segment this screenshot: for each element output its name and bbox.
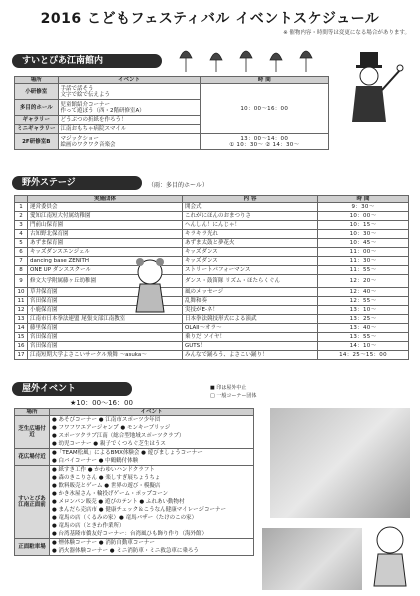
group-cell: 草井保育園 (28, 288, 183, 297)
row-number: 10 (15, 288, 28, 297)
page-title: 2016 こどもフェスティバル イベントスケジュール (40, 11, 380, 27)
time-cell: 13：10〜 (318, 306, 409, 315)
content-cell: へんしん！にんじゃ！ (183, 221, 318, 230)
stage-section-header (12, 176, 142, 190)
row-number: 1 (15, 203, 28, 212)
row-number: 6 (15, 248, 28, 257)
place-cell: 小研修室 (15, 84, 59, 100)
event-line: 児童館紹介コーナー (60, 101, 111, 108)
table-row (15, 333, 409, 342)
row-number: 13 (15, 315, 28, 324)
time-cell: 12：55〜 (318, 297, 409, 306)
table-row (15, 203, 409, 212)
outdoor-event-body (15, 416, 254, 556)
time-cell: 12：40〜 (318, 288, 409, 297)
group-cell: 修文大学附属藤ヶ丘幼稚園 (28, 275, 183, 288)
table-row (15, 324, 409, 333)
table-row (15, 466, 254, 539)
table-row (15, 212, 409, 221)
group-cell: 愛知江南短大付属幼稚園 (28, 212, 183, 221)
group-cell: 江南市日本拳法連盟 尾張支部江南教室 (28, 315, 183, 324)
event-line: ● 紙すき工作 ● かわゆいハンドクラフト (52, 467, 155, 474)
event-cell (50, 466, 254, 539)
row-number: 7 (15, 257, 28, 266)
event-line: ● 白バイコーナー ● 中鶴鶴付体験 (52, 458, 139, 465)
time-cell: 10：00〜16：00 (200, 84, 328, 134)
content-cell: キラキラ光れ (183, 230, 318, 239)
stage-col-no (15, 196, 28, 203)
event-line: ● 森のきこりさん ● 楽しすぎ展ちょうちょ (52, 475, 161, 482)
craft-event-photo (262, 528, 362, 590)
event-line: ● 台湾基隆市僑友好コーナー：台湾風ひも飾り作り（海外館） (52, 531, 208, 538)
time-cell: 10：15〜 (318, 221, 409, 230)
table-row (15, 239, 409, 248)
event-line: ● メロンパン販売 ● 遊びのテント ● ふれあい動物村 (52, 499, 185, 506)
time-line: 13：00〜14：00 (240, 135, 289, 142)
time-cell: 10：00〜 (318, 212, 409, 221)
content-cell: 日本拳法競技形式による演武 (183, 315, 318, 324)
event-line: ● 煙体験コーナー ● 消防自動車コーナー (52, 540, 155, 547)
event-cell (50, 449, 254, 466)
content-cell: 風のメッセージ (183, 288, 318, 297)
place-cell: 芝生広場付近 (15, 416, 50, 449)
legend-line-1: ■ 印は屋外中止 (210, 385, 247, 391)
time-cell: 14：10〜 (318, 342, 409, 351)
outdoor-event-section-header (12, 382, 132, 396)
row-number: 4 (15, 230, 28, 239)
stage-section-sub: （雨：多目的ホール） (148, 182, 208, 189)
event-cell (58, 84, 200, 100)
outdoor-event-time: ★10：00〜16：00 (70, 399, 133, 407)
table-row (15, 266, 409, 275)
event-line: ● フワフワエアージャンプ ● モンキーブリッジ (52, 425, 171, 432)
event-cell (58, 100, 200, 116)
row-number: 14 (15, 324, 28, 333)
event-cell: 江南おもちゃ病院スマイル (58, 125, 200, 134)
stage-table-body (15, 203, 409, 360)
indoor-col-place: 場所 (15, 77, 59, 84)
time-cell: 13：25〜 (318, 315, 409, 324)
table-row (15, 297, 409, 306)
table-row (15, 351, 409, 360)
table-row (15, 315, 409, 324)
content-cell: ダンス・鼓笛隊 リズム・ほたらくぐん (183, 275, 318, 288)
time-cell: 10：45〜 (318, 239, 409, 248)
group-cell: 小鹿保育園 (28, 306, 183, 315)
place-cell: 正面駐車場 (15, 539, 50, 556)
table-row (15, 288, 409, 297)
row-number: 16 (15, 342, 28, 351)
table-row (15, 539, 254, 556)
row-number: 11 (15, 297, 28, 306)
stage-col-time: 時 間 (318, 196, 409, 203)
time-cell: 11：55〜 (318, 266, 409, 275)
event-line: ● スポーツクラブ江南（総合型地域スポーツクラブ） (52, 433, 185, 440)
row-number: 3 (15, 221, 28, 230)
group-cell: 運営委員会 (28, 203, 183, 212)
event-cell (58, 134, 200, 150)
content-cell: OLAII〜オラ〜 (183, 324, 318, 333)
stage-col-content: 内 容 (183, 196, 318, 203)
place-cell: 花広場付近 (15, 449, 50, 466)
time-cell (200, 134, 328, 150)
bmx-event-photo (270, 408, 410, 518)
group-cell: 宮田保育園 (28, 333, 183, 342)
stage-section-title: 野外ステージ (22, 178, 76, 188)
group-cell: 門前山保育園 (28, 221, 183, 230)
table-row (15, 221, 409, 230)
event-line: ● かき氷屋さん・輪投げゲーム・ポップコーン (52, 491, 169, 498)
content-cell: みんなで踊ろう、よさこい踊り！ (183, 351, 318, 360)
row-number: 8 (15, 266, 28, 275)
content-cell: ストリートパフォーマンス (183, 266, 318, 275)
event-line: ● あそびコーナー ● 江南市スポーツ少年団 (52, 417, 161, 424)
outdoor-event-table (14, 408, 254, 556)
content-cell: あずま太鼓と夢花火 (183, 239, 318, 248)
table-row (15, 275, 409, 288)
time-cell: 12：20〜 (318, 275, 409, 288)
content-cell: 開会式 (183, 203, 318, 212)
time-cell: 14：25〜15：00 (318, 351, 409, 360)
outdoor-col-event: イベント (50, 409, 254, 416)
event-cell (50, 539, 254, 556)
indoor-section-header (12, 54, 162, 68)
row-number: 2 (15, 212, 28, 221)
group-cell: 古知野北保育園 (28, 230, 183, 239)
stage-table (14, 195, 409, 360)
row-number: 15 (15, 333, 28, 342)
time-cell: 10：30〜 (318, 230, 409, 239)
group-cell: あずま保育園 (28, 239, 183, 248)
event-line: 手話で話そう (60, 85, 94, 92)
place-cell: すいとぴあ江南正面前 (15, 466, 50, 539)
place-cell: 多目的ホール (15, 100, 59, 116)
row-number: 12 (15, 306, 28, 315)
place-cell: ミニギャラリー (15, 125, 59, 134)
content-cell: これがにほんのおまつりさ (183, 212, 318, 221)
group-cell: キッズダンスエンジェル (28, 248, 183, 257)
outdoor-col-place: 場所 (15, 409, 50, 416)
event-line: マジックショー (60, 135, 99, 142)
stage-col-group: 実施団体 (28, 196, 183, 203)
indoor-table (14, 76, 329, 150)
event-line: ● 竜馬の店（くるみの家）● 竜馬バザー（たけのこの家） (52, 515, 198, 522)
table-row (15, 306, 409, 315)
row-number: 5 (15, 239, 28, 248)
time-line: ① 10：30〜 ② 14：30〜 (229, 141, 300, 148)
time-cell: 11：00〜 (318, 248, 409, 257)
group-cell: dancing base ZENITH (28, 257, 183, 266)
event-cell: どうぶつの折紙を作ろう！ (58, 116, 200, 125)
event-line: ● まんだら売店市 ● 健康チェック＆こうなん健康マイレージコーナー (52, 507, 226, 514)
event-line: ● 竜馬の店（ときわ作業所） (52, 523, 125, 530)
event-line: ● 飲料販売とゲーム ● 世界の遊び・模擬店 (52, 483, 161, 490)
group-cell: 宮田保育園 (28, 297, 183, 306)
content-cell: GUTS！ (183, 342, 318, 351)
content-cell: キッズダンス (183, 248, 318, 257)
row-number: 17 (15, 351, 28, 360)
group-cell: 江南短期大学よさこいサークル飛舞 〜asuka〜 (28, 351, 183, 360)
change-note: ※ 催物内容・時間等は変更になる場合があります。 (283, 30, 410, 36)
bear-character-illustration (130, 256, 170, 316)
event-line: 絵画のワクワク音楽会 (60, 141, 116, 148)
table-row (15, 248, 409, 257)
event-cell (50, 416, 254, 449)
content-cell: 実技がE-ネ！ (183, 306, 318, 315)
legend-line-2: □ 一般コーナー団体 (210, 393, 257, 399)
group-cell: 宮田保育園 (28, 342, 183, 351)
event-line: 作って遊ぼう（西・2階研修室A） (60, 107, 145, 114)
table-row (15, 230, 409, 239)
table-row (15, 449, 254, 466)
indoor-col-time: 時 間 (200, 77, 328, 84)
time-cell: 9：30〜 (318, 203, 409, 212)
content-cell: キッズダンス (183, 257, 318, 266)
table-row (15, 342, 409, 351)
group-cell: 藤里保育園 (28, 324, 183, 333)
tulip-row-illustration (170, 46, 320, 72)
event-line: 文字で絵で伝えよう (60, 91, 111, 98)
mascot-illustration (368, 520, 414, 590)
table-row (15, 416, 254, 449)
event-line: ● 幼児コーナー ● 親子でくつろぐ芝生はうス (52, 441, 166, 448)
content-cell: 乱舞和奏 (183, 297, 318, 306)
magician-illustration (330, 50, 410, 130)
event-line: ● 消火器体験コーナー ● ミニ消防車・ミニ救急車に乗ろう (52, 548, 199, 555)
table-row (15, 84, 329, 100)
indoor-section-title: すいとぴあ江南館内 (22, 56, 104, 66)
place-cell: 2F研修室B (15, 134, 59, 150)
row-number: 9 (15, 275, 28, 288)
time-cell: 13：55〜 (318, 333, 409, 342)
place-cell: ギャラリー (15, 116, 59, 125)
table-row (15, 134, 329, 150)
time-cell: 13：40〜 (318, 324, 409, 333)
content-cell: 乗りだ ソイヤ！ (183, 333, 318, 342)
outdoor-event-section-title: 屋外イベント (22, 384, 77, 394)
table-row (15, 257, 409, 266)
group-cell: ONE UP ダンススクール (28, 266, 183, 275)
event-line: ●「TEAM松風」によるBMX体験会 ● 遊びましょうコーナー (52, 450, 203, 457)
indoor-col-event: イベント (58, 77, 200, 84)
time-cell: 11：30〜 (318, 257, 409, 266)
